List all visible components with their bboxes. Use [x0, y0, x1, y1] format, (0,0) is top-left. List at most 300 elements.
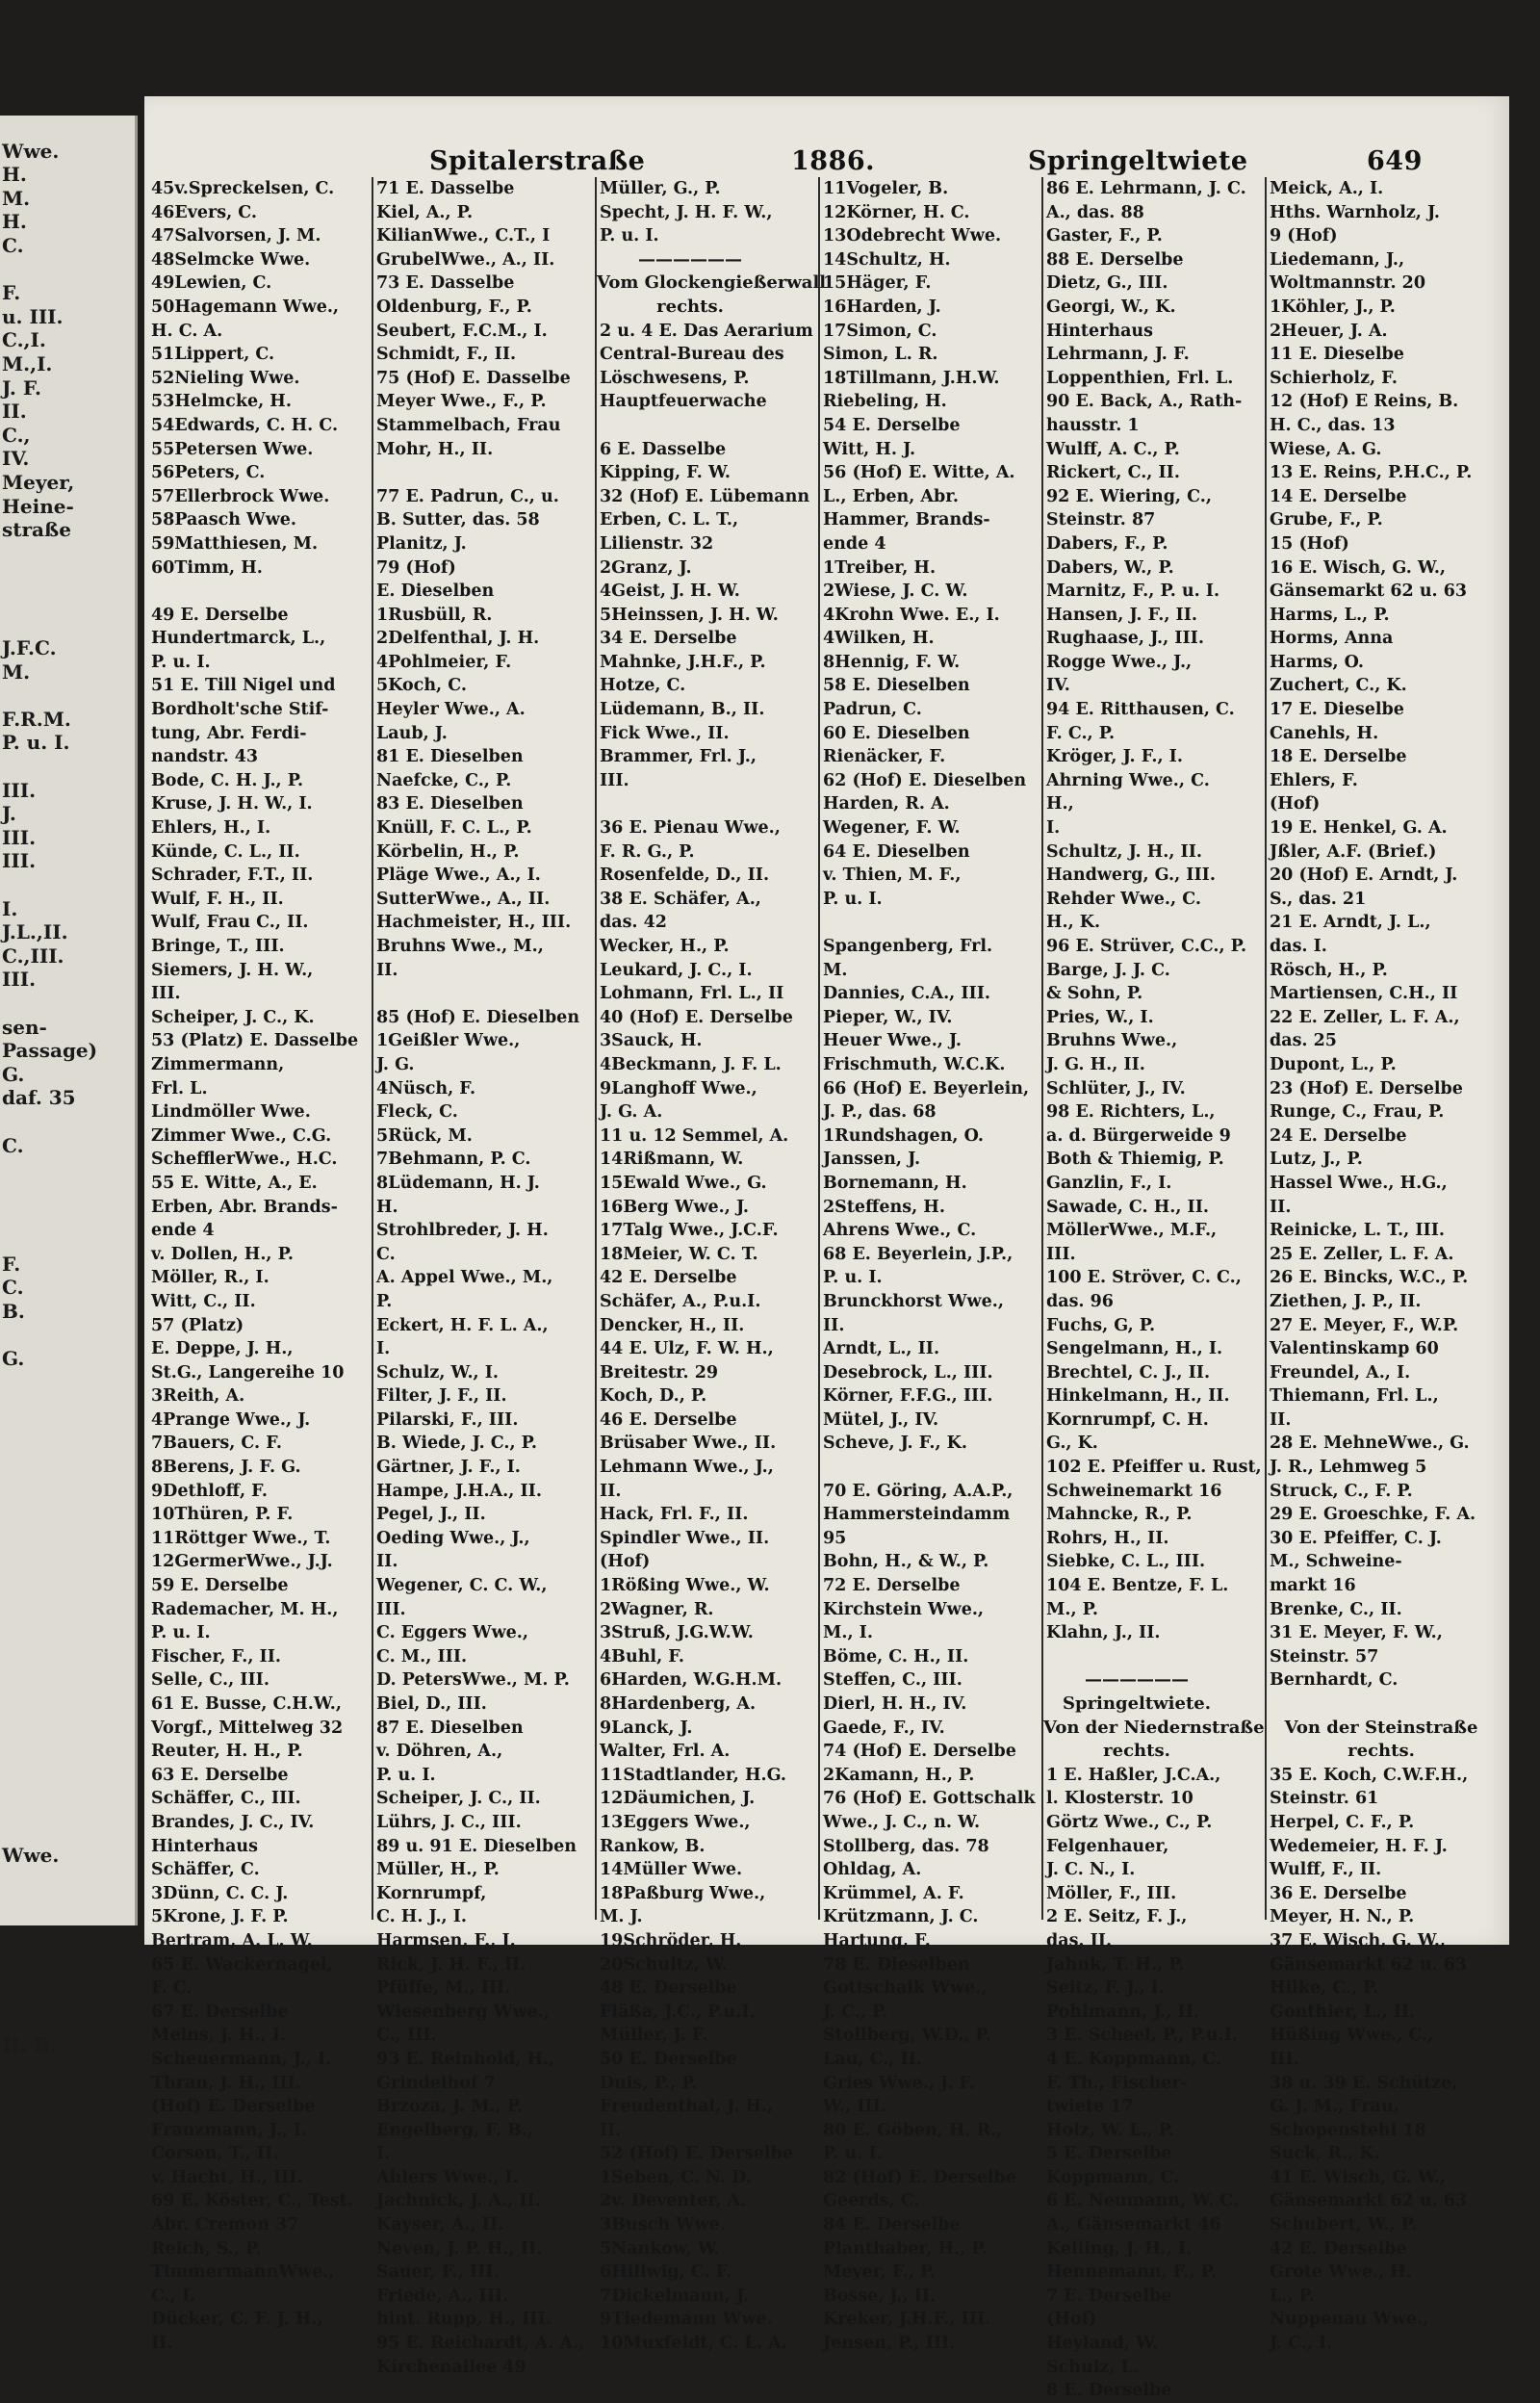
directory-entry-line: Planthaber, H., P.	[823, 2238, 988, 2259]
directory-entry-line: Müller, H., P.	[376, 1860, 500, 1880]
directory-entry-line: Jachnick, J. A., II.	[376, 2191, 541, 2211]
directory-entry-line: Gottschalk Wwe.,	[823, 1978, 988, 1999]
directory-entry-line: Jahnk, T. H., P.	[1046, 1954, 1185, 1975]
directory-entry-line: 11Röttger Wwe., T.	[151, 1528, 331, 1548]
directory-entry-line: Krützmann, J. C.	[823, 1907, 979, 1927]
directory-entry-line: Wulf, F. H., II.	[151, 889, 284, 909]
directory-entry-line: l. Klosterstr. 10	[1046, 1789, 1194, 1809]
previous-page-line: B.	[2, 1299, 25, 1323]
directory-entry-line: Ziethen, J. P., II.	[1270, 1291, 1422, 1311]
directory-entry-line: Rienäcker, F.	[823, 747, 946, 767]
directory-entry-line: Körbelin, H., P.	[376, 841, 520, 862]
directory-entry-line: Simon, L. R.	[823, 345, 938, 365]
directory-entry-line: ——————	[1085, 1669, 1189, 1691]
directory-entry-line: Fläßa, J.C., P.u.I.	[600, 2002, 756, 2022]
directory-entry-line: Dierl, H. H., IV.	[823, 1694, 967, 1714]
directory-entry-line: 54 E. Derselbe	[823, 415, 961, 435]
directory-entry-line: Schweinemarkt 16	[1046, 1481, 1222, 1501]
directory-entry-line: C. Eggers Wwe.,	[376, 1623, 528, 1643]
directory-entry-line: 104 E. Bentze, F. L.	[1046, 1576, 1229, 1596]
directory-entry-line: F. Th., Fischer-	[1046, 2073, 1188, 2093]
previous-page-line	[0, 1418, 135, 1442]
directory-entry-line: 98 E. Richters, L.,	[1046, 1102, 1216, 1123]
directory-entry-line: Lilienstr. 32	[600, 533, 714, 554]
directory-entry-line: Pieper, W., IV.	[823, 1007, 953, 1027]
directory-entry-line: das. I.	[1270, 937, 1327, 956]
directory-entry-line: Rick, J. H. F., II.	[376, 1954, 526, 1975]
directory-entry-line: Seubert, F.C.M., I.	[376, 321, 548, 341]
directory-entry-line: Wecker, H., P.	[600, 937, 730, 956]
directory-entry-line: Hinkelmann, H., II.	[1046, 1386, 1230, 1407]
previous-page-line: F.	[2, 281, 21, 305]
directory-entry-line: 20Schultz, W.	[600, 1954, 728, 1975]
directory-entry-line: 10Thüren, P. F.	[151, 1505, 294, 1525]
directory-entry-line: L., P.	[1270, 2286, 1315, 2306]
directory-entry-line: Möller, F., III.	[1046, 1883, 1177, 1903]
directory-entry-line: 24 E. Derselbe	[1270, 1125, 1407, 1146]
directory-entry-line: Friede, A., III.	[376, 2286, 509, 2306]
directory-entry-line: 12Däumichen, J.	[600, 1789, 756, 1809]
directory-entry-line: 2Delfenthal, J. H.	[376, 629, 540, 649]
directory-entry-line: 12GermerWwe., J.J.	[151, 1552, 333, 1572]
directory-entry-line: TimmermannWwe.,	[151, 2262, 335, 2283]
directory-entry-line: Seitz, F. J., I.	[1046, 1978, 1165, 1999]
directory-entry-line: 7Behmann, P. C.	[376, 1150, 531, 1170]
previous-page-line: III.	[2, 778, 37, 802]
directory-entry-line: J. G. A.	[600, 1102, 663, 1123]
directory-entry-line: Scheve, J. F., K.	[823, 1434, 967, 1454]
directory-entry-line: (Hof)	[600, 1552, 651, 1572]
previous-page-line	[0, 1204, 135, 1228]
directory-entry-line: A. Appel Wwe., M.,	[376, 1268, 553, 1288]
directory-entry-line: 38 E. Schäfer, A.,	[600, 889, 761, 909]
directory-entry-line: Fleck, C.	[376, 1102, 458, 1123]
previous-page-line: C.,I.	[2, 328, 46, 352]
directory-entry-line: H., K.	[1046, 913, 1101, 933]
directory-entry-line: E. Dieselben	[376, 581, 495, 602]
directory-entry-line: Bohn, H., & W., P.	[823, 1552, 989, 1572]
directory-entry-line: das. 96	[1046, 1291, 1114, 1311]
directory-entry-line: Brechtel, C. J., II.	[1046, 1362, 1211, 1382]
directory-entry-line: (Hof)	[1046, 2310, 1097, 2330]
directory-entry-line: Lehmann Wwe., J.,	[600, 1458, 774, 1478]
directory-entry-line: 15 (Hof)	[1270, 533, 1349, 554]
directory-entry-line: Mahncke, R., P.	[1046, 1505, 1193, 1525]
directory-entry-line: Kayser, A., II.	[376, 2215, 504, 2235]
directory-entry-line: 55 E. Witte, A., E.	[151, 1173, 318, 1193]
directory-entry-line: Handwerg, G., III.	[1046, 866, 1216, 886]
directory-entry-line: Selle, C., III.	[151, 1670, 270, 1691]
directory-entry-line: Scheiper, J. C., K.	[151, 1007, 315, 1027]
directory-entry-line: 8Hardenberg, A.	[600, 1694, 757, 1714]
directory-entry-line: 51 E. Till Nigel und	[151, 676, 336, 696]
directory-entry-line: G., K.	[1046, 1434, 1098, 1454]
directory-entry-line: 2Granz, J.	[600, 557, 692, 578]
previous-page-line	[0, 1892, 135, 1916]
previous-page-line: Wwe.	[2, 139, 60, 163]
directory-entry-line: 54Edwards, C. H. C.	[151, 415, 339, 435]
directory-entry-line: Koch, D., P.	[600, 1386, 707, 1407]
directory-entry-line: MöllerWwe., M.F.,	[1046, 1221, 1218, 1241]
directory-entry-line: 9 (Hof)	[1270, 226, 1338, 246]
previous-page-edge	[0, 116, 138, 2057]
directory-entry-line: 2Steffens, H.	[823, 1197, 945, 1217]
directory-entry-line: Horms, Anna	[1270, 629, 1394, 649]
directory-entry-line: Möller, R., I.	[151, 1268, 270, 1288]
directory-entry-line: 4Pohlmeier, F.	[376, 652, 512, 672]
directory-entry-line: Stollberg, das. 78	[823, 1836, 989, 1856]
directory-entry-line: Kreker, J.H.F., III.	[823, 2310, 991, 2330]
directory-entry-line: (Hof) E. Derselbe	[151, 2097, 316, 2117]
directory-entry-line: Wiese, A. G.	[1270, 439, 1382, 459]
directory-entry-line: 9Tiedemann Wwe.	[600, 2310, 773, 2330]
directory-entry-line: Biel, D., III.	[376, 1694, 487, 1714]
previous-page-line: IV.	[2, 447, 30, 471]
directory-entry-line: Krümmel, A. F.	[823, 1883, 964, 1903]
directory-entry-line: Dücker, C. F. J. H.,	[151, 2310, 323, 2330]
directory-entry-line: C.	[376, 1244, 396, 1264]
directory-entry-line: 76 (Hof) E. Gottschalk	[823, 1789, 1036, 1809]
directory-entry-line: Herpel, C. F., P.	[1270, 1812, 1415, 1832]
previous-page-line: P. u. I.	[2, 731, 70, 755]
directory-entry-line: Rickert, C., II.	[1046, 463, 1180, 483]
previous-page-line: J.L.,II.	[2, 920, 68, 944]
previous-page-line	[0, 1370, 135, 1394]
directory-entry-line: Pries, W., I.	[1046, 1007, 1154, 1027]
directory-entry-line: A., das. 88	[1046, 202, 1144, 222]
directory-entry-line: II.	[376, 960, 398, 980]
directory-entry-line: Frischmuth, W.C.K.	[823, 1054, 1006, 1074]
directory-entry-line: 59Matthiesen, M.	[151, 533, 319, 554]
directory-entry-line: Brenke, C., II.	[1270, 1599, 1402, 1619]
directory-entry-line: Geerds, C.	[823, 2191, 920, 2211]
directory-entry-line: Canehls, H.	[1270, 723, 1379, 743]
directory-entry-line	[373, 461, 560, 485]
directory-entry-line: 6 E. Dasselbe	[600, 439, 727, 459]
directory-entry-line: 90 E. Back, A., Rath-	[1046, 392, 1243, 412]
directory-entry-line: 4Nüsch, F.	[376, 1078, 476, 1098]
directory-entry-line: M. J.	[600, 1907, 643, 1927]
directory-entry-line: II.	[151, 2334, 173, 2354]
previous-page-line: straße	[2, 518, 71, 542]
directory-entry-line: B. Wiede, J. C., P.	[376, 1434, 538, 1454]
directory-entry-line: 19 E. Henkel, G. A.	[1270, 818, 1448, 839]
directory-entry-line: Filter, J. F., II.	[376, 1386, 507, 1407]
directory-entry-line: J. G. H., II.	[1046, 1054, 1145, 1074]
previous-page-line	[0, 1607, 135, 1631]
directory-entry-line: Felgenhauer,	[1046, 1836, 1169, 1856]
directory-entry-line: M., I.	[823, 1623, 873, 1643]
directory-entry-line: Lüdemann, B., II.	[600, 700, 765, 720]
directory-entry-line: Sengelmann, H., I.	[1046, 1339, 1223, 1359]
previous-page-line	[0, 873, 135, 897]
previous-page-line: F.R.M.	[2, 707, 71, 731]
previous-page-line: J.	[2, 802, 16, 826]
directory-entry-line: III.	[151, 984, 181, 1004]
directory-entry-line: v. Thien, M. F.,	[823, 866, 962, 886]
directory-entry-line: Bruhns Wwe.,	[1046, 1031, 1178, 1051]
directory-entry-line: Görtz Wwe., C., P.	[1046, 1812, 1213, 1832]
directory-entry-line: III.	[376, 1599, 406, 1619]
directory-entry-line: Böme, C. H., II.	[823, 1646, 969, 1667]
directory-entry-line: Naefcke, C., P.	[376, 770, 512, 790]
directory-entry-line: P.	[376, 1291, 393, 1311]
directory-entry-line: 11Vogeler, B.	[823, 179, 949, 198]
directory-entry-line: Bringe, T., III.	[151, 937, 285, 956]
previous-page-line	[0, 1773, 135, 1797]
previous-page-line	[0, 1821, 135, 1845]
directory-entry-line: Wegener, F. W.	[823, 818, 961, 839]
directory-entry-line: Meins, J. H., I.	[151, 2026, 287, 2046]
directory-entry-line: Ehlers, H., I.	[151, 818, 271, 839]
directory-entry-line: I.	[1046, 818, 1061, 839]
directory-entry-line: J. C., P.	[823, 2002, 888, 2022]
directory-entry-line: 7Dickelmann, J.	[600, 2286, 750, 2306]
directory-entry-line: 18Paßburg Wwe.,	[600, 1883, 766, 1903]
directory-entry-line: Dencker, H., II.	[600, 1315, 745, 1335]
directory-entry-line: Leukard, J. C., I.	[600, 960, 753, 980]
directory-entry-line: Spangenberg, Frl.	[823, 937, 993, 956]
directory-entry-line: Heyler Wwe., A.	[376, 700, 526, 720]
directory-entry-line: 3 E. Scheel, P., P.u.I.	[1046, 2026, 1238, 2046]
directory-entry-line: Hachmeister, H., III.	[376, 913, 572, 933]
directory-entry-line: 38 u. 39 E. Schütze,	[1270, 2073, 1458, 2093]
directory-entry-line: 4 E. Koppmann, C.	[1046, 2049, 1221, 2069]
previous-page-line	[0, 1110, 135, 1134]
directory-entry-line: 52Nieling Wwe.	[151, 368, 300, 388]
directory-entry-line: P. u. I.	[823, 889, 883, 909]
directory-entry-line: nandstr. 43	[151, 747, 259, 767]
directory-entry-line: D. PetersWwe., M. P.	[376, 1670, 570, 1691]
directory-entry-line: Scheuermann, J., I.	[151, 2049, 332, 2069]
directory-entry-line: Schierholz, F.	[1270, 368, 1398, 388]
directory-entry-line: Gaster, F., P.	[1046, 226, 1163, 246]
directory-entry-line: 14Schultz, H.	[823, 249, 951, 270]
directory-entry-line: Suck, R., K.	[1270, 2144, 1380, 2164]
directory-entry-line: Hotze, C.	[600, 676, 686, 696]
directory-entry-line: Nuppenau Wwe.,	[1270, 2310, 1429, 2330]
directory-entry-line: Bruhns Wwe., M.,	[376, 937, 544, 956]
directory-column-4	[818, 177, 1036, 2354]
directory-entry-line: Zuchert, C., K.	[1270, 676, 1407, 696]
directory-entry-line: tung, Abr. Ferdi-	[151, 723, 307, 743]
previous-page-line	[0, 1512, 135, 1537]
directory-entry-line: II.	[1270, 1197, 1292, 1217]
directory-entry-line: 6 E. Neumann, W. C.	[1046, 2191, 1239, 2211]
previous-page-line: Meyer,	[2, 470, 75, 494]
previous-page-line: M.	[2, 659, 31, 684]
directory-entry-line: 2v. Deventer, A.	[600, 2191, 747, 2211]
directory-entry-line: Dabers, F., P.	[1046, 533, 1168, 554]
directory-entry-line: Desebrock, L., III.	[823, 1362, 993, 1382]
directory-entry-line: Schulz, L.	[1046, 2357, 1139, 2377]
directory-entry-line: Laub, J.	[376, 723, 448, 743]
directory-entry-line: 71 E. Dasselbe	[376, 179, 515, 198]
directory-entry-line: ende 4	[823, 533, 886, 554]
previous-page-line: C.	[2, 233, 24, 257]
directory-entry-line: Witt, H. J.	[823, 439, 916, 459]
directory-entry-line: Corsen, T., II.	[151, 2144, 279, 2164]
directory-entry-line: Bordholt'sche Stif-	[151, 700, 329, 720]
directory-entry-line: Struck, C., F. P.	[1270, 1481, 1413, 1501]
directory-entry-line: Hartung, F.	[823, 1930, 931, 1951]
directory-entry-line: Specht, J. H. F. W.,	[600, 202, 773, 222]
directory-entry-line: 55Petersen Wwe.	[151, 439, 314, 459]
directory-entry-line: G. J. M., Frau,	[1270, 2097, 1399, 2117]
directory-entry-line: Schultz, J. H., II.	[1046, 841, 1202, 862]
directory-entry-line: 73 E. Dasselbe	[376, 273, 515, 294]
directory-entry-line: Spindler Wwe., II.	[600, 1528, 770, 1548]
previous-page-line: F.	[2, 1252, 21, 1276]
directory-entry-line: 6Harden, W.G.H.M.	[600, 1670, 783, 1691]
directory-entry-line: 1Rundshagen, O.	[823, 1125, 984, 1146]
directory-entry-line: Ehlers, F.	[1270, 770, 1358, 790]
directory-entry-line: Hüßing Wwe., C.,	[1270, 2026, 1434, 2046]
directory-entry-line: Kornrumpf, C. H.	[1046, 1409, 1209, 1430]
previous-page-line	[0, 1962, 135, 1986]
directory-entry-line: Rughaase, J., III.	[1046, 629, 1204, 649]
directory-entry-line: Wulf, Frau C., II.	[151, 913, 309, 933]
previous-page-line	[0, 1655, 135, 1679]
directory-entry-line: 75 (Hof) E. Dasselbe	[376, 368, 571, 388]
directory-entry-line: 86 E. Lehrmann, J. C.	[1046, 179, 1246, 198]
directory-entry-line: 53 (Platz) E. Dasselbe	[151, 1031, 359, 1051]
directory-entry-line: J. P., das. 68	[823, 1102, 937, 1123]
directory-entry-line: 68 E. Beyerlein, J.P.,	[823, 1244, 1014, 1264]
directory-entry-line: 20 (Hof) E. Arndt, J.	[1270, 866, 1458, 886]
directory-entry-line: Freudenthal, J. H.,	[600, 2097, 774, 2117]
directory-entry-line	[820, 911, 1007, 935]
previous-page-line	[0, 992, 135, 1016]
directory-entry-line: 45v.Spreckelsen, C.	[151, 179, 335, 198]
directory-entry-line: Kröger, J. F., I.	[1046, 747, 1183, 767]
directory-entry-line: Wulff, F., II.	[1270, 1860, 1382, 1880]
directory-entry-line: 49Lewien, C.	[151, 273, 272, 294]
directory-entry-line: Fischer, F., II.	[151, 1646, 281, 1667]
directory-entry-line: Hinterhaus	[1046, 321, 1153, 341]
directory-entry-line: Löschwesens, P.	[600, 368, 750, 388]
directory-entry-line: P. u. I.	[151, 652, 211, 672]
directory-entry-line: Dannies, C.A., III.	[823, 984, 991, 1004]
directory-entry-line: 64 E. Dieselben	[823, 841, 970, 862]
directory-entry-line: 16Harden, J.	[823, 297, 941, 317]
directory-entry-line: Gänsemarkt 62 u. 63	[1270, 2191, 1468, 2211]
previous-page-line	[0, 1157, 135, 1181]
directory-entry-line: H. C. A.	[151, 321, 223, 341]
directory-entry-line: 100 E. Ströver, C. C.,	[1046, 1268, 1242, 1288]
directory-entry-line: 22 E. Zeller, L. F. A.,	[1270, 1007, 1460, 1027]
directory-entry-line: Reich, S., P.	[151, 2238, 262, 2259]
directory-entry-line: 56 (Hof) E. Witte, A.	[823, 463, 1015, 483]
previous-page-line: C.	[2, 1133, 24, 1157]
directory-entry-line: Georgi, W., K.	[1046, 297, 1176, 317]
directory-entry-line: E. Deppe, J. H.,	[151, 1339, 294, 1359]
directory-entry-line: Von der Niedernstraße	[1043, 1717, 1265, 1738]
previous-page-line	[0, 589, 135, 613]
directory-entry-line: Lau, C., II.	[823, 2049, 922, 2069]
directory-entry-line: 63 E. Derselbe	[151, 1765, 289, 1785]
directory-entry-line: C. H. J., I.	[376, 1907, 468, 1927]
directory-entry-line: 17Talg Wwe., J.C.F.	[600, 1221, 779, 1241]
directory-entry-line: Pegel, J., II.	[376, 1505, 486, 1525]
directory-entry-line: A., Gänsemarkt 46	[1046, 2215, 1221, 2235]
directory-entry-line: 21 E. Arndt, J. L.,	[1270, 913, 1431, 933]
directory-entry-line: das. II.	[1046, 1930, 1113, 1951]
directory-entry-line: 77 E. Padrun, C., u.	[376, 486, 559, 506]
directory-entry-line: Abr. Cremon 37	[151, 2215, 299, 2235]
directory-entry-line: 19Schröder, H.	[600, 1930, 742, 1951]
directory-entry-line: 30 E. Pfeiffer, C. J.	[1270, 1528, 1442, 1548]
directory-entry-line: v. Dollen, H., P.	[151, 1244, 294, 1264]
directory-entry-line: Hths. Warnholz, J.	[1270, 202, 1440, 222]
header-right-street: Springeltwiete	[1028, 146, 1248, 176]
directory-entry-line: P. u. I.	[823, 2144, 883, 2164]
previous-page-line: G.	[2, 1346, 25, 1370]
directory-entry-line: 3Sauck, H.	[600, 1031, 703, 1051]
directory-entry-line: 60Timm, H.	[151, 557, 263, 578]
directory-entry-line: Gärtner, J. F., I.	[376, 1458, 521, 1478]
directory-entry-line: F. R. G., P.	[600, 841, 695, 862]
directory-entry-line: 12Körner, H. C.	[823, 202, 970, 222]
directory-entry-line: M.	[823, 960, 848, 980]
directory-entry-line: Schubert, W., P.	[1270, 2215, 1418, 2235]
directory-entry-line: markt 16	[1270, 1576, 1356, 1596]
directory-entry-line: Stollberg, W.D., P.	[823, 2026, 991, 2046]
header-left-street: Spitalerstraße	[429, 146, 646, 176]
previous-page-line	[0, 542, 135, 566]
directory-entry-line: 65 E. Wackernagel,	[151, 1954, 333, 1975]
directory-entry-line: Stammelbach, Frau	[376, 415, 561, 435]
directory-entry-line: 15Ewald Wwe., G.	[600, 1173, 767, 1193]
directory-entry-line: 81 E. Dieselben	[376, 747, 524, 767]
directory-entry-line: hausstr. 1	[1046, 415, 1140, 435]
directory-entry-line: Hinterhaus	[151, 1836, 258, 1856]
directory-entry-line: 74 (Hof) E. Derselbe	[823, 1742, 1016, 1762]
previous-page-line	[0, 1560, 135, 1584]
directory-entry-line: 58Paasch Wwe.	[151, 510, 296, 530]
previous-page-line: I.	[2, 896, 18, 920]
directory-entry-line: Walter, Frl. A.	[600, 1742, 731, 1762]
directory-entry-line: P. u. I.	[823, 1268, 883, 1288]
directory-entry-line: 48 E. Derselbe	[600, 1978, 737, 1999]
directory-entry-line: 34 E. Derselbe	[600, 629, 737, 649]
directory-entry-line: Hammer, Brands-	[823, 510, 990, 530]
previous-page-line	[0, 2010, 135, 2034]
directory-entry-line: Planitz, J.	[376, 533, 467, 554]
directory-entry-line: 69 E. Köster, C., Test.	[151, 2191, 353, 2211]
directory-entry-line: I.	[376, 1339, 391, 1359]
directory-entry-line: Witt, C., II.	[151, 1291, 256, 1311]
directory-entry-line: Erben, C. L. T.,	[600, 510, 739, 530]
directory-entry-line: Holz, W. L., P.	[1046, 2120, 1175, 2140]
directory-entry-line: Schäffer, C., III.	[151, 1789, 301, 1809]
directory-entry-line: W., III.	[823, 2097, 886, 2117]
directory-entry-line: H.	[376, 1197, 398, 1217]
directory-entry-line: 44 E. Ulz, F. W. H.,	[600, 1339, 774, 1359]
directory-entry-line: 5Koch, C.	[376, 676, 467, 696]
directory-entry-line: III.	[600, 770, 629, 790]
directory-entry-line: Harmsen, F., I.	[376, 1930, 516, 1951]
directory-entry-line: 3Busch Wwe.	[600, 2215, 726, 2235]
directory-entry-line: Grube, F., P.	[1270, 510, 1383, 530]
directory-entry-line: 4Geist, J. H. W.	[600, 581, 740, 602]
directory-entry-line: Lutz, J., P.	[1270, 1150, 1363, 1170]
previous-page-line	[0, 1678, 135, 1702]
directory-entry-line: Rankow, B.	[600, 1836, 706, 1856]
directory-entry-line: 79 (Hof)	[376, 557, 456, 578]
directory-entry-line: Jßler, A.F. (Brief.)	[1270, 841, 1437, 862]
directory-entry-line: Schäffer, C.	[151, 1860, 260, 1880]
